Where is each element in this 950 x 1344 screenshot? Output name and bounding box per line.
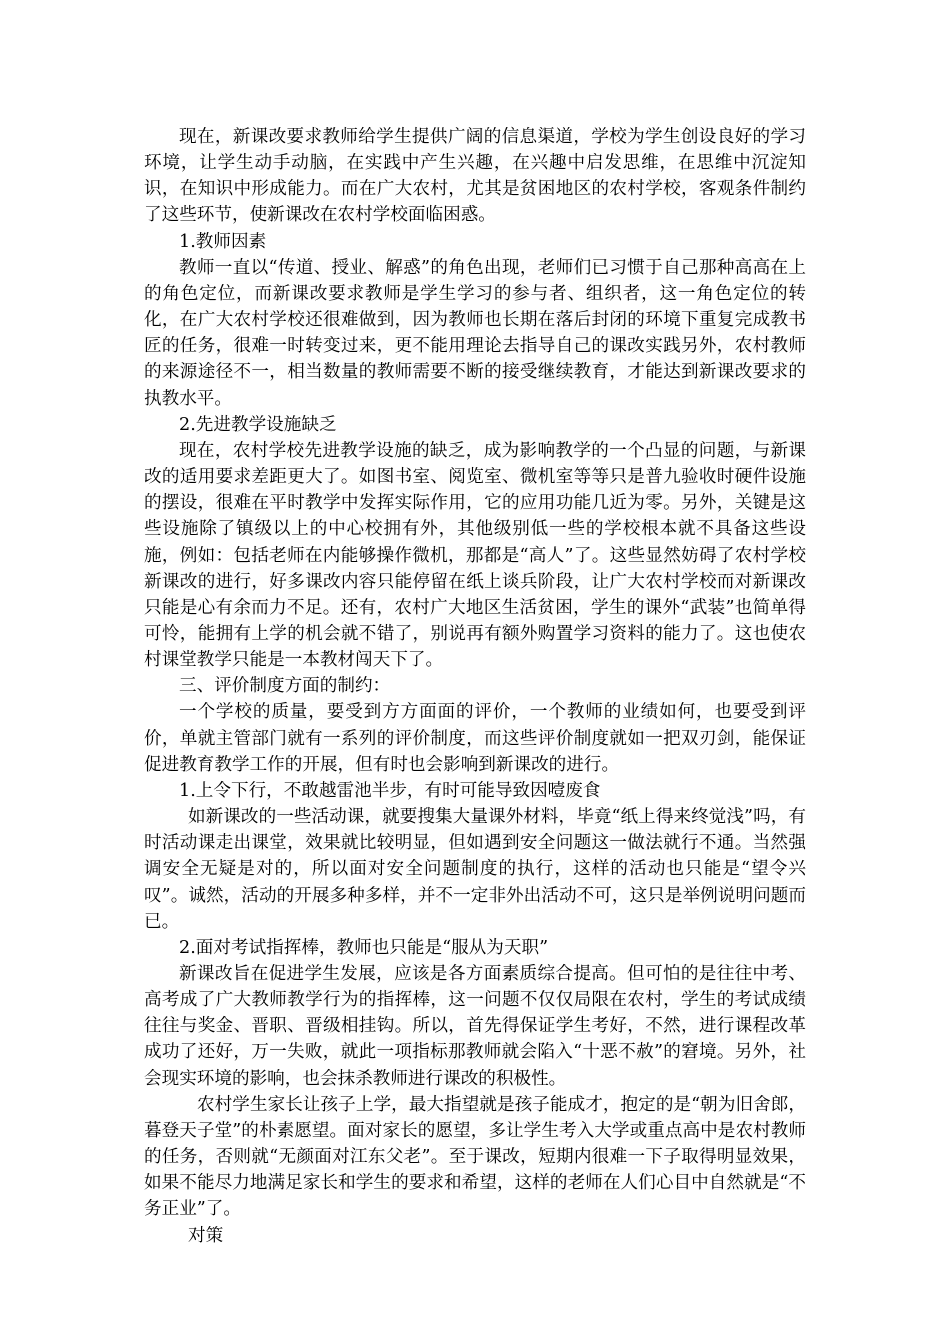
paragraph-activity-class: 如新课改的一些活动课，就要搜集大量课外材料，毕竟“纸上得来终觉浅”吗，有时活动课走出课堂，效果就比较明显，但如遇到安全问题这一做法就行不通。当然强调安全无疑是对的，所以面对安全问题制度的执行，这样的活动也只能是“望令兴叹”。诚然，活动的开展多种多样，并不一定非外出活动不可，这只是举例说明问题而已。: [144, 807, 806, 932]
heading-exam-baton: 2.面对考试指挥棒，教师也只能是“服从为天职”: [179, 937, 549, 958]
heading-teacher-factors: 1.教师因素: [179, 231, 267, 252]
heading-countermeasures: 对策: [188, 1225, 224, 1246]
paragraph-evaluation: 一个学校的质量，要受到方方面面的评价，一个教师的业绩如何，也要受到评价，单就主管部门就有一系列的评价制度，而这些评价制度就如一把双刃剑，能保证促进教育教学工作的开展，但有时也会影响到新课改的进行。: [144, 702, 806, 775]
heading-orders: 1.上令下行，不敢越雷池半步，有时可能导致因噎废食: [179, 780, 601, 801]
heading-facilities: 2.先进教学设施缺乏: [179, 414, 337, 435]
paragraph-intro: 现在，新课改要求教师给学生提供广阔的信息渠道，学校为学生创设良好的学习环境，让学生动手动脑，在实践中产生兴趣，在兴趣中启发思维，在思维中沉淀知识，在知识中形成能力。而在广大农村，尤其是贫困地区的农村学校，客观条件制约了这些环节，使新课改在农村学校面临困惑。: [144, 127, 806, 226]
paragraph-facilities: 现在，农村学校先进教学设施的缺乏，成为影响教学的一个凸显的问题，与新课改的适用要求差距更大了。如图书室、阅览室、微机室等等只是普九验收时硬件设施的摆设，很难在平时教学中发挥实际作用，它的应用功能几近为零。另外，关键是这些设施除了镇级以上的中心校拥有外，其他级别低一些的学校根本就不具备这些设施，例如：包括老师在内能够操作微机，那都是“高人”了。这些显然妨碍了农村学校新课改的进行，好多课改内容只能停留在纸上谈兵阶段，让广大农村学校而对新课改只能是心有余而力不足。还有，农村广大地区生活贫困，学生的课外“武装”也简单得可怜，能拥有上学的机会就不错了，别说再有额外购置学习资料的能力了。这也使农村课堂教学只能是一本教材闯天下了。: [144, 440, 806, 671]
document-body: [144, 124, 806, 1249]
heading-evaluation: 三、评价制度方面的制约：: [179, 676, 391, 697]
paragraph-teacher-factors: 教师一直以“传道、授业、解惑”的角色出现，老师们已习惯于自己那种高高在上的角色定位，而新课改要求教师是学生学习的参与者、组织者，这一角色定位的转化，在广大农村学校还很难做到，因为教师也长期在落后封闭的环境下重复完成教书匠的任务，很难一时转变过来，更不能用理论去指导自己的课改实践另外，农村教师的来源途径不一，相当数量的教师需要不断的接受继续教育，才能达到新课改要求的执教水平。: [144, 257, 806, 409]
paragraph-exam: 新课改旨在促进学生发展，应该是各方面素质综合提高。但可怕的是往往中考、高考成了广大教师教学行为的指挥棒，这一问题不仅仅局限在农村，学生的考试成绩往往与奖金、晋职、晋级相挂钩。所以，首先得保证学生考好，不然，进行课程改革成功了还好，万一失败，就此一项指标那教师就会陷入“十恶不赦”的窘境。另外，社会现实环境的影响，也会抹杀教师进行课改的积极性。: [144, 964, 806, 1089]
paragraph-parents: 农村学生家长让孩子上学，最大指望就是孩子能成才，抱定的是“朝为旧舍郎，暮登天子堂”的朴素愿望。面对家长的愿望，多让学生考入大学或重点高中是农村教师的任务，否则就“无颜面对江东父老”。至于课改，短期内很难一下子取得明显效果，如果不能尽力地满足家长和学生的要求和希望，这样的老师在人们心目中自然就是“不务正业”了。: [144, 1094, 806, 1220]
